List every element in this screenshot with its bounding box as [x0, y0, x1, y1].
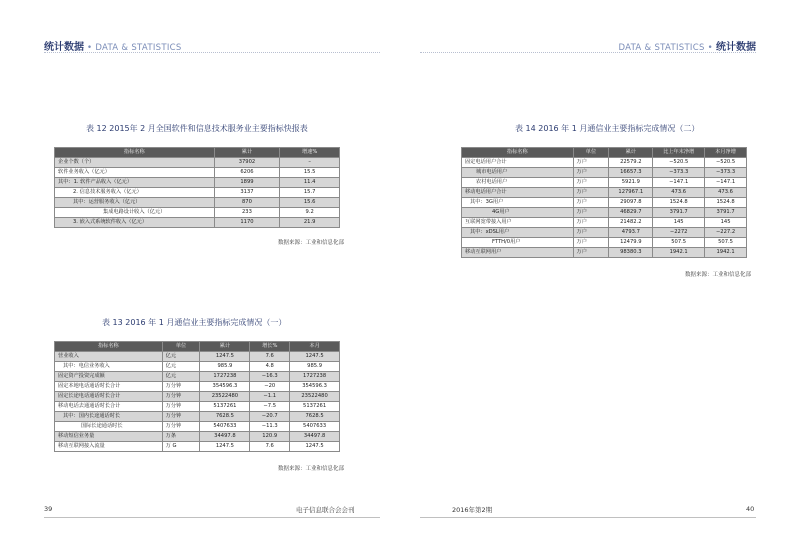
table13-cell-growth: −16.3	[250, 372, 290, 382]
table12-row	[55, 168, 340, 178]
table14-cell-name: 其中：3G用户	[462, 198, 574, 208]
table14-cell-name: 移动电话用户合计	[462, 188, 574, 198]
table14-cell-cumulative: 5921.9	[609, 178, 653, 188]
running-header-left	[44, 38, 182, 53]
table14-cell-net-month: 145	[705, 218, 747, 228]
table14-cell-cumulative: 16657.3	[609, 168, 653, 178]
table14-cell-unit: 万户	[573, 158, 609, 168]
table14-cell-unit: 万户	[573, 168, 609, 178]
table13-cell-growth: −20.7	[250, 412, 290, 422]
table13-cell-growth: 7.6	[250, 442, 290, 452]
table13-cell-name: 移动短信业务量	[55, 432, 163, 442]
table12-cell-cumulative: 6206	[214, 168, 280, 178]
table14-cell-unit: 万户	[573, 238, 609, 248]
table12-cell-name: 3. 嵌入式系统软件收入（亿元）	[55, 218, 215, 228]
table13-header-row	[55, 342, 340, 352]
table13-cell-cumulative: 34497.8	[200, 432, 250, 442]
table14-cell-unit: 万户	[573, 208, 609, 218]
table14-cell-name: 城市电话用户	[462, 168, 574, 178]
table14-cell-net-ytd: −373.3	[653, 168, 705, 178]
table13-cell-unit: 万分钟	[162, 382, 200, 392]
table13-caption: 表 13 2016 年 1 月通信业主要指标完成情况（一）	[102, 318, 287, 327]
table14	[461, 147, 747, 258]
table13-cell-growth: 7.6	[250, 352, 290, 362]
table14-cell-net-ytd: 1942.1	[653, 248, 705, 258]
table13-cell-month: 5407633	[290, 422, 340, 432]
table14-cell-cumulative: 29097.8	[609, 198, 653, 208]
table14-cell-name: 其中：xDSL用户	[462, 228, 574, 238]
table13-cell-unit: 亿元	[162, 362, 200, 372]
table14-cell-name: 农村电话用户	[462, 178, 574, 188]
table12-col-header: 累计	[214, 148, 280, 158]
table13-cell-name: 营业收入	[55, 352, 163, 362]
table14-cell-name: 固定电话用户合计	[462, 158, 574, 168]
table12-cell-cumulative: 1170	[214, 218, 280, 228]
table12-cell-name: 软件业务收入（亿元）	[55, 168, 215, 178]
table13-cell-name: 国际长途通话时长	[55, 422, 163, 432]
table12-row	[55, 158, 340, 168]
table13-cell-name: 移动互联网接入流量	[55, 442, 163, 452]
table14-cell-net-month: 1942.1	[705, 248, 747, 258]
table14-source: 数据来源：工业和信息化部	[685, 272, 752, 278]
table13-col-header: 累计	[200, 342, 250, 352]
table14-cell-net-month: −373.3	[705, 168, 747, 178]
footer-divider-right	[420, 517, 756, 518]
table14-row	[462, 218, 747, 228]
table13-cell-cumulative: 354596.3	[200, 382, 250, 392]
table14-cell-net-month: 1524.8	[705, 198, 747, 208]
table14-cell-cumulative: 22579.2	[609, 158, 653, 168]
table13-cell-growth: −1.1	[250, 392, 290, 402]
table13-cell-unit: 万分钟	[162, 392, 200, 402]
table13-cell-unit: 亿元	[162, 372, 200, 382]
table13-cell-unit: 万 G	[162, 442, 200, 452]
table13-row	[55, 372, 340, 382]
table12-cell-growth: 15.7	[280, 188, 340, 198]
table13-row	[55, 382, 340, 392]
table14-cell-unit: 万户	[573, 218, 609, 228]
table14-col-header: 比上年末净增	[653, 148, 705, 158]
page-number-right: 40	[746, 505, 755, 513]
table12-cell-cumulative: 233	[214, 208, 280, 218]
table14-col-header: 累计	[609, 148, 653, 158]
table13-cell-month: 5137261	[290, 402, 340, 412]
header-right-cn: 统计数据	[716, 42, 756, 53]
table14-cell-net-ytd: 473.6	[653, 188, 705, 198]
table12-cell-name: 其中：运营服务收入（亿元）	[55, 198, 215, 208]
journal-name: 电子信息联合会会刊	[296, 506, 355, 514]
running-header-right	[618, 38, 756, 53]
table13-cell-month: 354596.3	[290, 382, 340, 392]
table13-cell-unit: 万分钟	[162, 422, 200, 432]
table14-cell-net-month: 3791.7	[705, 208, 747, 218]
table13-source: 数据来源：工业和信息化部	[278, 466, 345, 472]
table14-row	[462, 188, 747, 198]
table14-cell-name: FTTH/0用户	[462, 238, 574, 248]
table14-cell-net-ytd: 1524.8	[653, 198, 705, 208]
table12	[54, 147, 340, 228]
table14-cell-net-month: −227.2	[705, 228, 747, 238]
table14-cell-net-month: −520.5	[705, 158, 747, 168]
table12-row	[55, 208, 340, 218]
table12-cell-name: 企业个数（个）	[55, 158, 215, 168]
table14-cell-net-month: −147.1	[705, 178, 747, 188]
table12-cell-growth: 21.9	[280, 218, 340, 228]
table14-cell-name: 互联网宽带接入用户	[462, 218, 574, 228]
table14-row	[462, 228, 747, 238]
table12-source: 数据来源：工业和信息化部	[278, 240, 345, 246]
table12-cell-cumulative: 3137	[214, 188, 280, 198]
table14-cell-net-month: 473.6	[705, 188, 747, 198]
table14-row	[462, 198, 747, 208]
table13-cell-month: 7628.5	[290, 412, 340, 422]
table13-cell-cumulative: 5137261	[200, 402, 250, 412]
table13-cell-growth: 4.8	[250, 362, 290, 372]
table14-cell-net-ytd: −2272	[653, 228, 705, 238]
table13-cell-growth: 120.9	[250, 432, 290, 442]
table13-cell-cumulative: 5407633	[200, 422, 250, 432]
table12-cell-growth: 9.2	[280, 208, 340, 218]
table13-row	[55, 352, 340, 362]
table13-row	[55, 422, 340, 432]
table13-cell-growth: −11.3	[250, 422, 290, 432]
table13-row	[55, 432, 340, 442]
table14-cell-unit: 万户	[573, 198, 609, 208]
table14-cell-net-ytd: 145	[653, 218, 705, 228]
table14-row	[462, 208, 747, 218]
table13-cell-unit: 万分钟	[162, 402, 200, 412]
table12-cell-growth: 15.6	[280, 198, 340, 208]
table14-cell-unit: 万户	[573, 228, 609, 238]
table14-row	[462, 158, 747, 168]
table13-cell-unit: 万分钟	[162, 412, 200, 422]
table14-cell-cumulative: 12479.9	[609, 238, 653, 248]
table14-cell-unit: 万户	[573, 248, 609, 258]
table14-cell-cumulative: 21482.2	[609, 218, 653, 228]
table14-cell-unit: 万户	[573, 188, 609, 198]
table13-cell-name: 其中：国内长途通话时长	[55, 412, 163, 422]
table13-cell-cumulative: 1247.5	[200, 442, 250, 452]
table12-cell-name: 2. 信息技术服务收入（亿元）	[55, 188, 215, 198]
table14-cell-net-ytd: −520.5	[653, 158, 705, 168]
table13-cell-month: 1727238	[290, 372, 340, 382]
table13	[54, 341, 340, 452]
table14-cell-cumulative: 46829.7	[609, 208, 653, 218]
table14-row	[462, 248, 747, 258]
table12-cell-name: 其中：1. 软件产品收入（亿元）	[55, 178, 215, 188]
table12-cell-cumulative: 1899	[214, 178, 280, 188]
table14-cell-name: 移动互联网用户	[462, 248, 574, 258]
table13-cell-name: 固定本地电话通话时长合计	[55, 382, 163, 392]
table14-cell-unit: 万户	[573, 178, 609, 188]
table13-cell-unit: 万条	[162, 432, 200, 442]
table12-row	[55, 218, 340, 228]
table14-col-header: 指标名称	[462, 148, 574, 158]
table12-cell-growth: 15.5	[280, 168, 340, 178]
table13-cell-month: 23522480	[290, 392, 340, 402]
table13-cell-cumulative: 23522480	[200, 392, 250, 402]
table13-cell-name: 固定资产投资完成额	[55, 372, 163, 382]
header-right-en: DATA & STATISTICS •	[618, 43, 716, 53]
table14-caption: 表 14 2016 年 1 月通信业主要指标完成情况（二）	[515, 124, 700, 133]
table13-col-header: 增长%	[250, 342, 290, 352]
table12-cell-cumulative: 870	[214, 198, 280, 208]
table14-cell-net-ytd: 507.5	[653, 238, 705, 248]
table12-cell-growth: –	[280, 158, 340, 168]
table14-cell-net-ytd: −147.1	[653, 178, 705, 188]
table14-row	[462, 168, 747, 178]
issue-label: 2016年第2期	[452, 506, 493, 514]
table12-header-row	[55, 148, 340, 158]
table12-cell-growth: 11.4	[280, 178, 340, 188]
table12-row	[55, 188, 340, 198]
table12-col-header: 增速%	[280, 148, 340, 158]
table14-cell-net-month: 507.5	[705, 238, 747, 248]
table14-header-row	[462, 148, 747, 158]
table12-row	[55, 178, 340, 188]
table13-row	[55, 402, 340, 412]
table13-cell-month: 34497.8	[290, 432, 340, 442]
table13-row	[55, 362, 340, 372]
table14-cell-cumulative: 4793.7	[609, 228, 653, 238]
table13-cell-month: 1247.5	[290, 352, 340, 362]
table13-cell-name: 其中：电信业务收入	[55, 362, 163, 372]
table14-col-header: 单位	[573, 148, 609, 158]
table14-col-header: 本月净增	[705, 148, 747, 158]
table12-col-header: 指标名称	[55, 148, 215, 158]
header-divider-left	[44, 52, 380, 53]
table14-cell-cumulative: 98380.3	[609, 248, 653, 258]
header-left-cn: 统计数据	[44, 42, 84, 53]
table13-cell-growth: −20	[250, 382, 290, 392]
header-divider-right	[420, 52, 756, 53]
table12-cell-name: 集成电路设计收入（亿元）	[55, 208, 215, 218]
table13-cell-cumulative: 985.9	[200, 362, 250, 372]
table14-cell-cumulative: 127967.1	[609, 188, 653, 198]
page-number-left: 39	[44, 505, 53, 513]
table13-row	[55, 392, 340, 402]
table13-col-header: 指标名称	[55, 342, 163, 352]
table13-cell-month: 1247.5	[290, 442, 340, 452]
table13-cell-month: 985.9	[290, 362, 340, 372]
table13-cell-growth: −7.5	[250, 402, 290, 412]
header-left-en: • DATA & STATISTICS	[84, 43, 182, 53]
table13-row	[55, 412, 340, 422]
table12-row	[55, 198, 340, 208]
table13-cell-cumulative: 1247.5	[200, 352, 250, 362]
table13-cell-cumulative: 7628.5	[200, 412, 250, 422]
table13-cell-name: 固定长途电话通话时长合计	[55, 392, 163, 402]
table14-cell-name: 4G用户	[462, 208, 574, 218]
table13-cell-cumulative: 1727238	[200, 372, 250, 382]
table13-cell-name: 移动电话去通通话时长合计	[55, 402, 163, 412]
table14-row	[462, 178, 747, 188]
table14-cell-net-ytd: 3791.7	[653, 208, 705, 218]
table13-col-header: 单位	[162, 342, 200, 352]
table12-cell-cumulative: 37902	[214, 158, 280, 168]
table13-row	[55, 442, 340, 452]
table12-caption: 表 12 2015年 2 月全国软件和信息技术服务业主要指标快报表	[86, 124, 308, 133]
table13-col-header: 本月	[290, 342, 340, 352]
table14-row	[462, 238, 747, 248]
footer-divider-left	[44, 517, 380, 518]
table13-cell-unit: 亿元	[162, 352, 200, 362]
